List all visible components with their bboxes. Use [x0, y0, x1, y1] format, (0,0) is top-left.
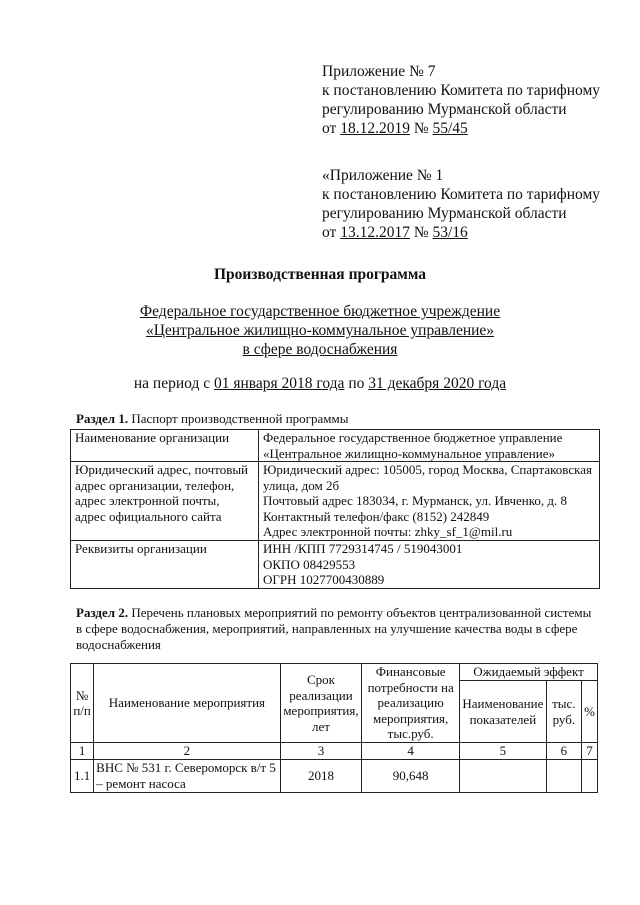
header-term-line: лет	[311, 718, 330, 734]
row-ind-cell	[460, 759, 547, 792]
annex-7-from: от	[322, 120, 337, 137]
table-header-row	[71, 664, 598, 681]
section-2-line-3: водоснабжения	[76, 637, 161, 652]
header-pct-cell	[581, 681, 597, 743]
period-to: 31 декабря 2020 года	[368, 375, 507, 392]
section-1-label: Раздел 1.	[76, 411, 129, 426]
organization-line-3: в сфере водоснабжения	[242, 341, 398, 358]
annex-7-line-2: к постановлению Комитета по тарифному	[322, 82, 601, 99]
passport-value-line: Адрес электронной почты: zhky_sf_1@mil.ru	[263, 524, 513, 539]
page-title: Производственная программа	[213, 266, 427, 283]
annex-1-line-1: «Приложение № 1	[322, 167, 444, 184]
annex-7-heading	[322, 62, 600, 138]
annex-1-line-3: регулированию Мурманской области	[322, 205, 567, 222]
column-number: 2	[94, 743, 280, 760]
annex-7-line-4	[322, 119, 600, 138]
passport-key-line: Реквизиты организации	[75, 541, 207, 556]
table-row	[71, 430, 600, 462]
passport-value-line: ИНН /КПП 7729314745 / 519043001	[263, 541, 463, 556]
annex-1-number: 53/16	[432, 224, 468, 241]
section-2-line-2: в сфере водоснабжения, мероприятий, направленных на улучшение качества воды в сфере	[76, 621, 578, 636]
passport-value-cell	[259, 462, 600, 541]
header-pct-text: %	[584, 703, 595, 719]
annex-1-no: №	[413, 224, 429, 241]
passport-value-line: «Центральное жилищно-коммунальное управление»	[263, 445, 555, 461]
organization-name	[0, 302, 640, 359]
column-number: 1	[71, 743, 94, 760]
table-row	[71, 759, 598, 792]
section-2-heading	[76, 605, 596, 653]
header-fin-line: мероприятия,	[373, 710, 449, 726]
passport-value-line: Федеральное государственное бюджетное управление	[263, 430, 563, 445]
header-rub-line: руб.	[552, 711, 576, 727]
passport-key-cell	[71, 541, 259, 589]
header-num-cell	[71, 664, 94, 743]
header-rub-cell	[546, 681, 581, 743]
header-effect-text: Ожидаемый эффект	[473, 664, 584, 680]
section-2-text-1: Перечень плановых мероприятий по ремонту объектов централизованной системы	[131, 605, 592, 620]
organization-line-1: Федеральное государственное бюджетное учреждение	[139, 303, 501, 320]
row-name-line: – ремонт насоса	[96, 775, 186, 791]
annex-1-line-2: к постановлению Комитета по тарифному	[322, 186, 601, 203]
annex-7-line-1: Приложение № 7	[322, 63, 436, 80]
annex-1-from: от	[322, 224, 337, 241]
passport-key-line: Юридический адрес, почтовый	[75, 462, 249, 477]
header-term-line: Срок	[306, 672, 335, 687]
table-row	[71, 462, 600, 541]
passport-table	[70, 429, 600, 589]
period-prefix: на период с	[133, 375, 211, 392]
passport-key-cell	[71, 430, 259, 462]
column-number: 5	[460, 743, 547, 760]
header-ind-cell	[460, 681, 547, 743]
column-number-row	[71, 743, 598, 760]
passport-value-line: ОГРН 1027700430889	[263, 572, 385, 587]
passport-value-line: Контактный телефон/факс (8152) 242849	[263, 508, 490, 524]
passport-key-line: адрес организации, телефон,	[75, 477, 235, 493]
period-mid: по	[348, 375, 365, 392]
header-fin-cell	[362, 664, 460, 743]
column-number: 6	[546, 743, 581, 760]
measures-table	[70, 663, 598, 793]
passport-key-cell	[71, 462, 259, 541]
row-name-line: ВНС № 531 г. Североморск в/т 5	[96, 760, 276, 775]
row-fin-cell: 90,648	[362, 759, 460, 792]
row-term-cell: 2018	[280, 759, 362, 792]
row-rub-cell	[546, 759, 581, 792]
header-term-line: мероприятия,	[283, 703, 359, 718]
section-2-label: Раздел 2.	[76, 605, 129, 620]
organization-line-2: «Центральное жилищно-коммунальное управление»	[145, 322, 495, 339]
annex-1-date: 13.12.2017	[340, 224, 410, 241]
annex-1-heading	[322, 166, 600, 242]
passport-value-line: Юридический адрес: 105005, город Москва, Спартаковская	[263, 462, 592, 477]
section-2-line-1	[76, 605, 596, 621]
passport-value-line: ОКПО 08429553	[263, 556, 356, 572]
header-rub-line: тыс.	[552, 696, 576, 711]
header-ind-line: Наименование	[462, 696, 544, 711]
annex-7-no: №	[413, 120, 429, 137]
section-1-heading	[76, 411, 348, 427]
header-num-line: №	[75, 687, 89, 703]
row-name-cell	[94, 759, 280, 792]
header-num-line: п/п	[73, 703, 91, 718]
header-effect-cell	[460, 664, 598, 681]
header-term-line: реализации	[289, 687, 353, 703]
header-name-text: Наименование мероприятия	[108, 695, 266, 711]
annex-7-line-3: регулированию Мурманской области	[322, 101, 567, 118]
header-fin-line: тыс.руб.	[387, 726, 434, 742]
header-term-cell	[280, 664, 362, 743]
row-pct-cell	[581, 759, 597, 792]
passport-value-cell	[259, 430, 600, 462]
header-ind-line: показателей	[469, 711, 537, 727]
annex-7-number: 55/45	[432, 120, 468, 137]
annex-7-date: 18.12.2019	[340, 120, 410, 137]
header-fin-line: реализацию	[377, 695, 444, 711]
section-1-text: Паспорт производственной программы	[131, 411, 349, 426]
period-from: 01 января 2018 года	[213, 375, 345, 392]
period-line	[0, 374, 640, 393]
row-num-cell: 1.1	[71, 759, 94, 792]
annex-1-line-4	[322, 223, 600, 242]
passport-key-line: Наименование организации	[75, 430, 230, 445]
passport-key-line: адрес официального сайта	[75, 508, 222, 524]
passport-value-cell	[259, 541, 600, 589]
header-fin-line: Финансовые	[375, 664, 446, 680]
table-row	[71, 541, 600, 589]
column-number: 4	[362, 743, 460, 760]
passport-key-line: адрес электронной почты,	[75, 493, 220, 508]
header-name-cell	[94, 664, 280, 743]
column-number: 7	[581, 743, 597, 760]
header-fin-line: потребности на	[367, 679, 454, 695]
passport-value-line: Почтовый адрес 183034, г. Мурманск, ул. Ивченко, д. 8	[263, 493, 568, 508]
passport-value-line: улица, дом 2б	[263, 477, 340, 493]
column-number: 3	[280, 743, 362, 760]
